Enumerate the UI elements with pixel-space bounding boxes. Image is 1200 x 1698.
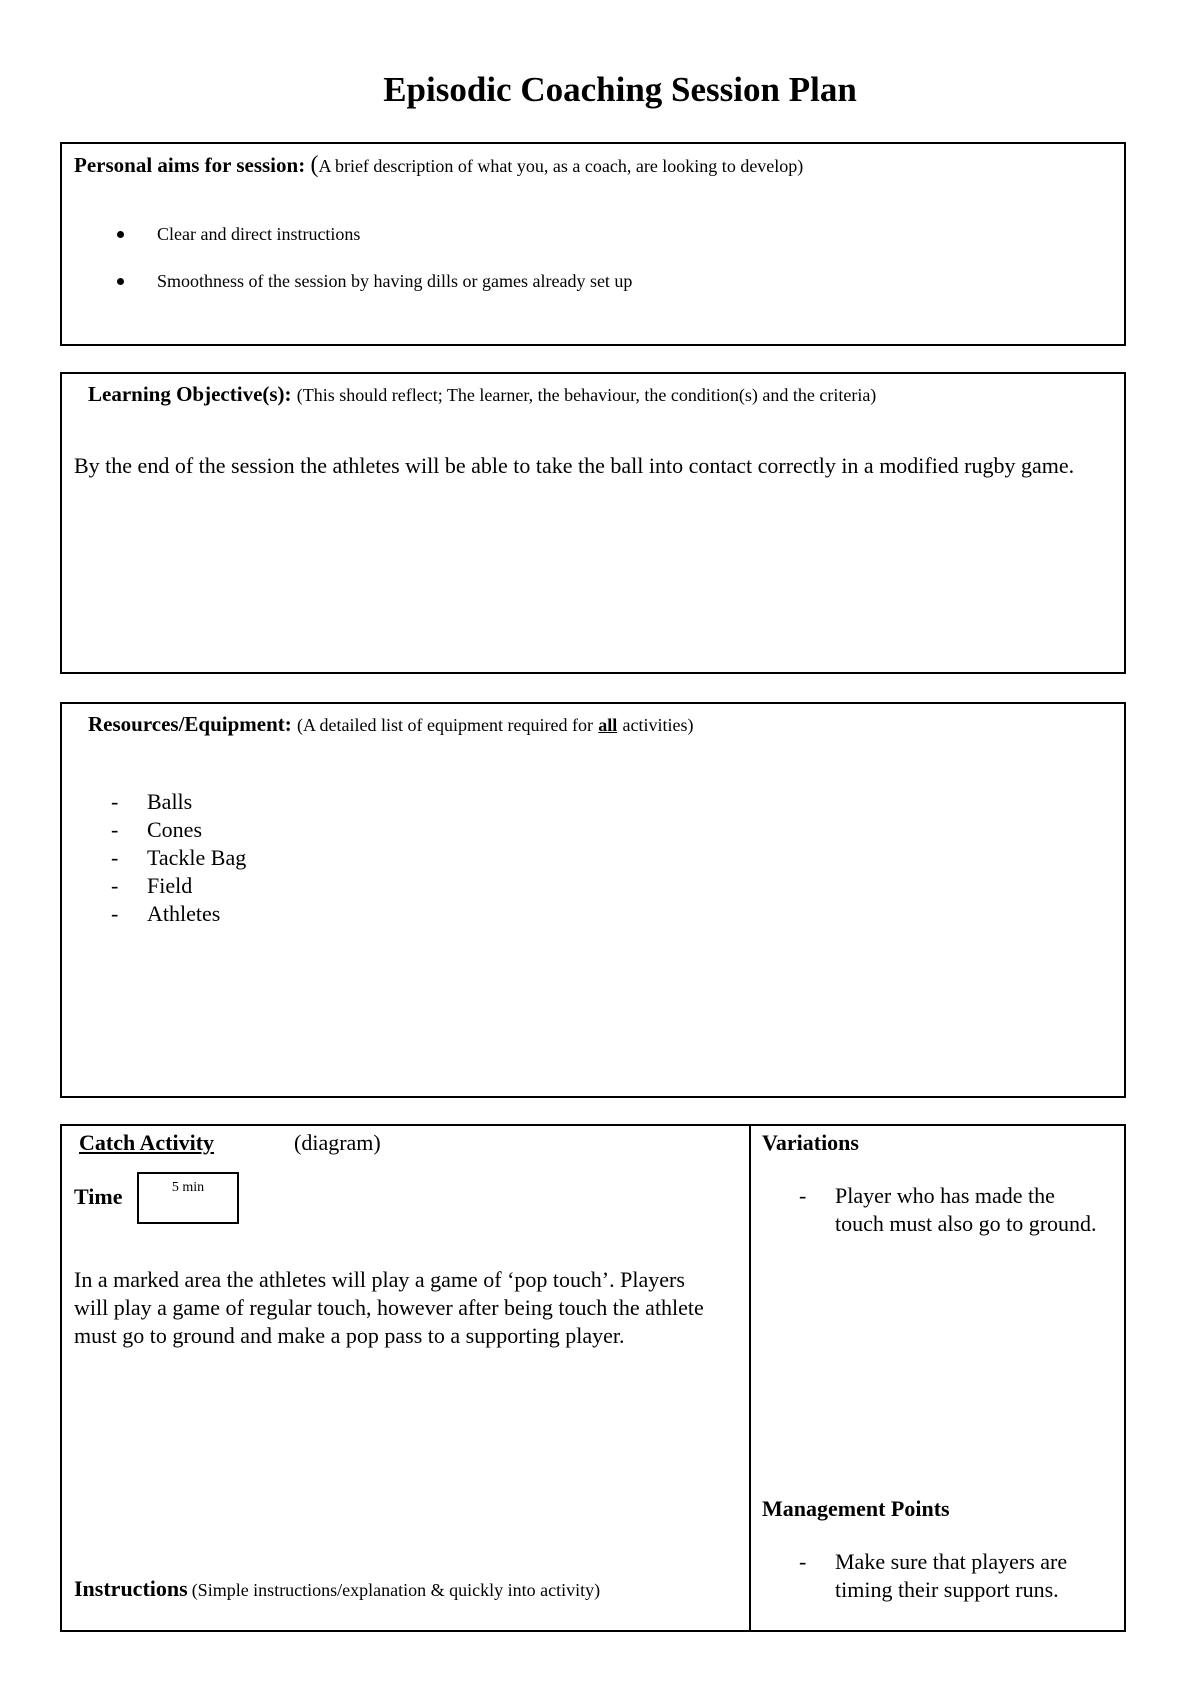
personal-aims-heading: Personal aims for session: xyxy=(74,153,306,177)
resources-description-pre: (A detailed list of equipment required for xyxy=(297,715,593,735)
list-item: - Field xyxy=(111,873,193,898)
instructions-label: Instructions xyxy=(74,1576,188,1601)
personal-aims-header xyxy=(74,152,803,179)
personal-aims-description: A brief description of what you, as a coach, are looking to develop) xyxy=(318,156,804,176)
time-label: Time xyxy=(74,1184,123,1209)
activity-diagram-label: (diagram) xyxy=(294,1130,381,1155)
instructions-header xyxy=(74,1576,600,1602)
learning-objectives-body: By the end of the session the athletes will be able to take the ball into contact correctly in a modified rugby game. xyxy=(74,453,1075,478)
resources-section xyxy=(60,702,1126,1098)
time-value: 5 min xyxy=(171,1180,205,1195)
resources-header xyxy=(88,712,693,737)
time-box xyxy=(137,1172,239,1224)
list-item: - Player who has made the touch must also go to ground. xyxy=(799,1183,1097,1236)
list-item: - Athletes xyxy=(111,901,221,926)
variations-heading: Variations xyxy=(762,1130,859,1155)
personal-aims-paren: ( xyxy=(310,152,319,178)
list-item: Clear and direct instructions xyxy=(157,224,360,245)
list-item: - Balls xyxy=(111,789,193,814)
personal-aims-section xyxy=(60,142,1126,346)
column-divider xyxy=(749,1126,751,1630)
bullet-icon xyxy=(117,231,124,238)
instructions-description: (Simple instructions/explanation & quickly into activity) xyxy=(191,1580,601,1600)
resources-description-post: activities) xyxy=(622,715,694,735)
activity-heading: Catch Activity xyxy=(79,1130,215,1155)
resources-description-emph: all xyxy=(598,715,618,735)
list-item: Smoothness of the session by having dills or games already set up xyxy=(157,271,632,292)
learning-objectives-header xyxy=(88,382,876,407)
activity-body: In a marked area the athletes will play a game of ‘pop touch’. Players will play a game of regular touch, however after being touch the athlete must go to ground and make a pop pass to a supporting player. xyxy=(74,1267,704,1348)
list-item: - Make sure that players are timing their support runs. xyxy=(799,1549,1068,1602)
management-heading: Management Points xyxy=(762,1496,950,1521)
activity-header xyxy=(79,1130,214,1156)
learning-objectives-description: (This should reflect; The learner, the behaviour, the condition(s) and the criteria) xyxy=(296,385,877,405)
bullet-icon xyxy=(117,278,124,285)
learning-objectives-section xyxy=(60,372,1126,674)
resources-heading: Resources/Equipment: xyxy=(88,712,292,736)
learning-objectives-heading: Learning Objective(s): xyxy=(88,382,292,406)
list-item: - Tackle Bag xyxy=(111,845,247,870)
page-title: Episodic Coaching Session Plan xyxy=(383,70,857,109)
activity-section xyxy=(60,1124,1126,1632)
list-item: - Cones xyxy=(111,817,202,842)
